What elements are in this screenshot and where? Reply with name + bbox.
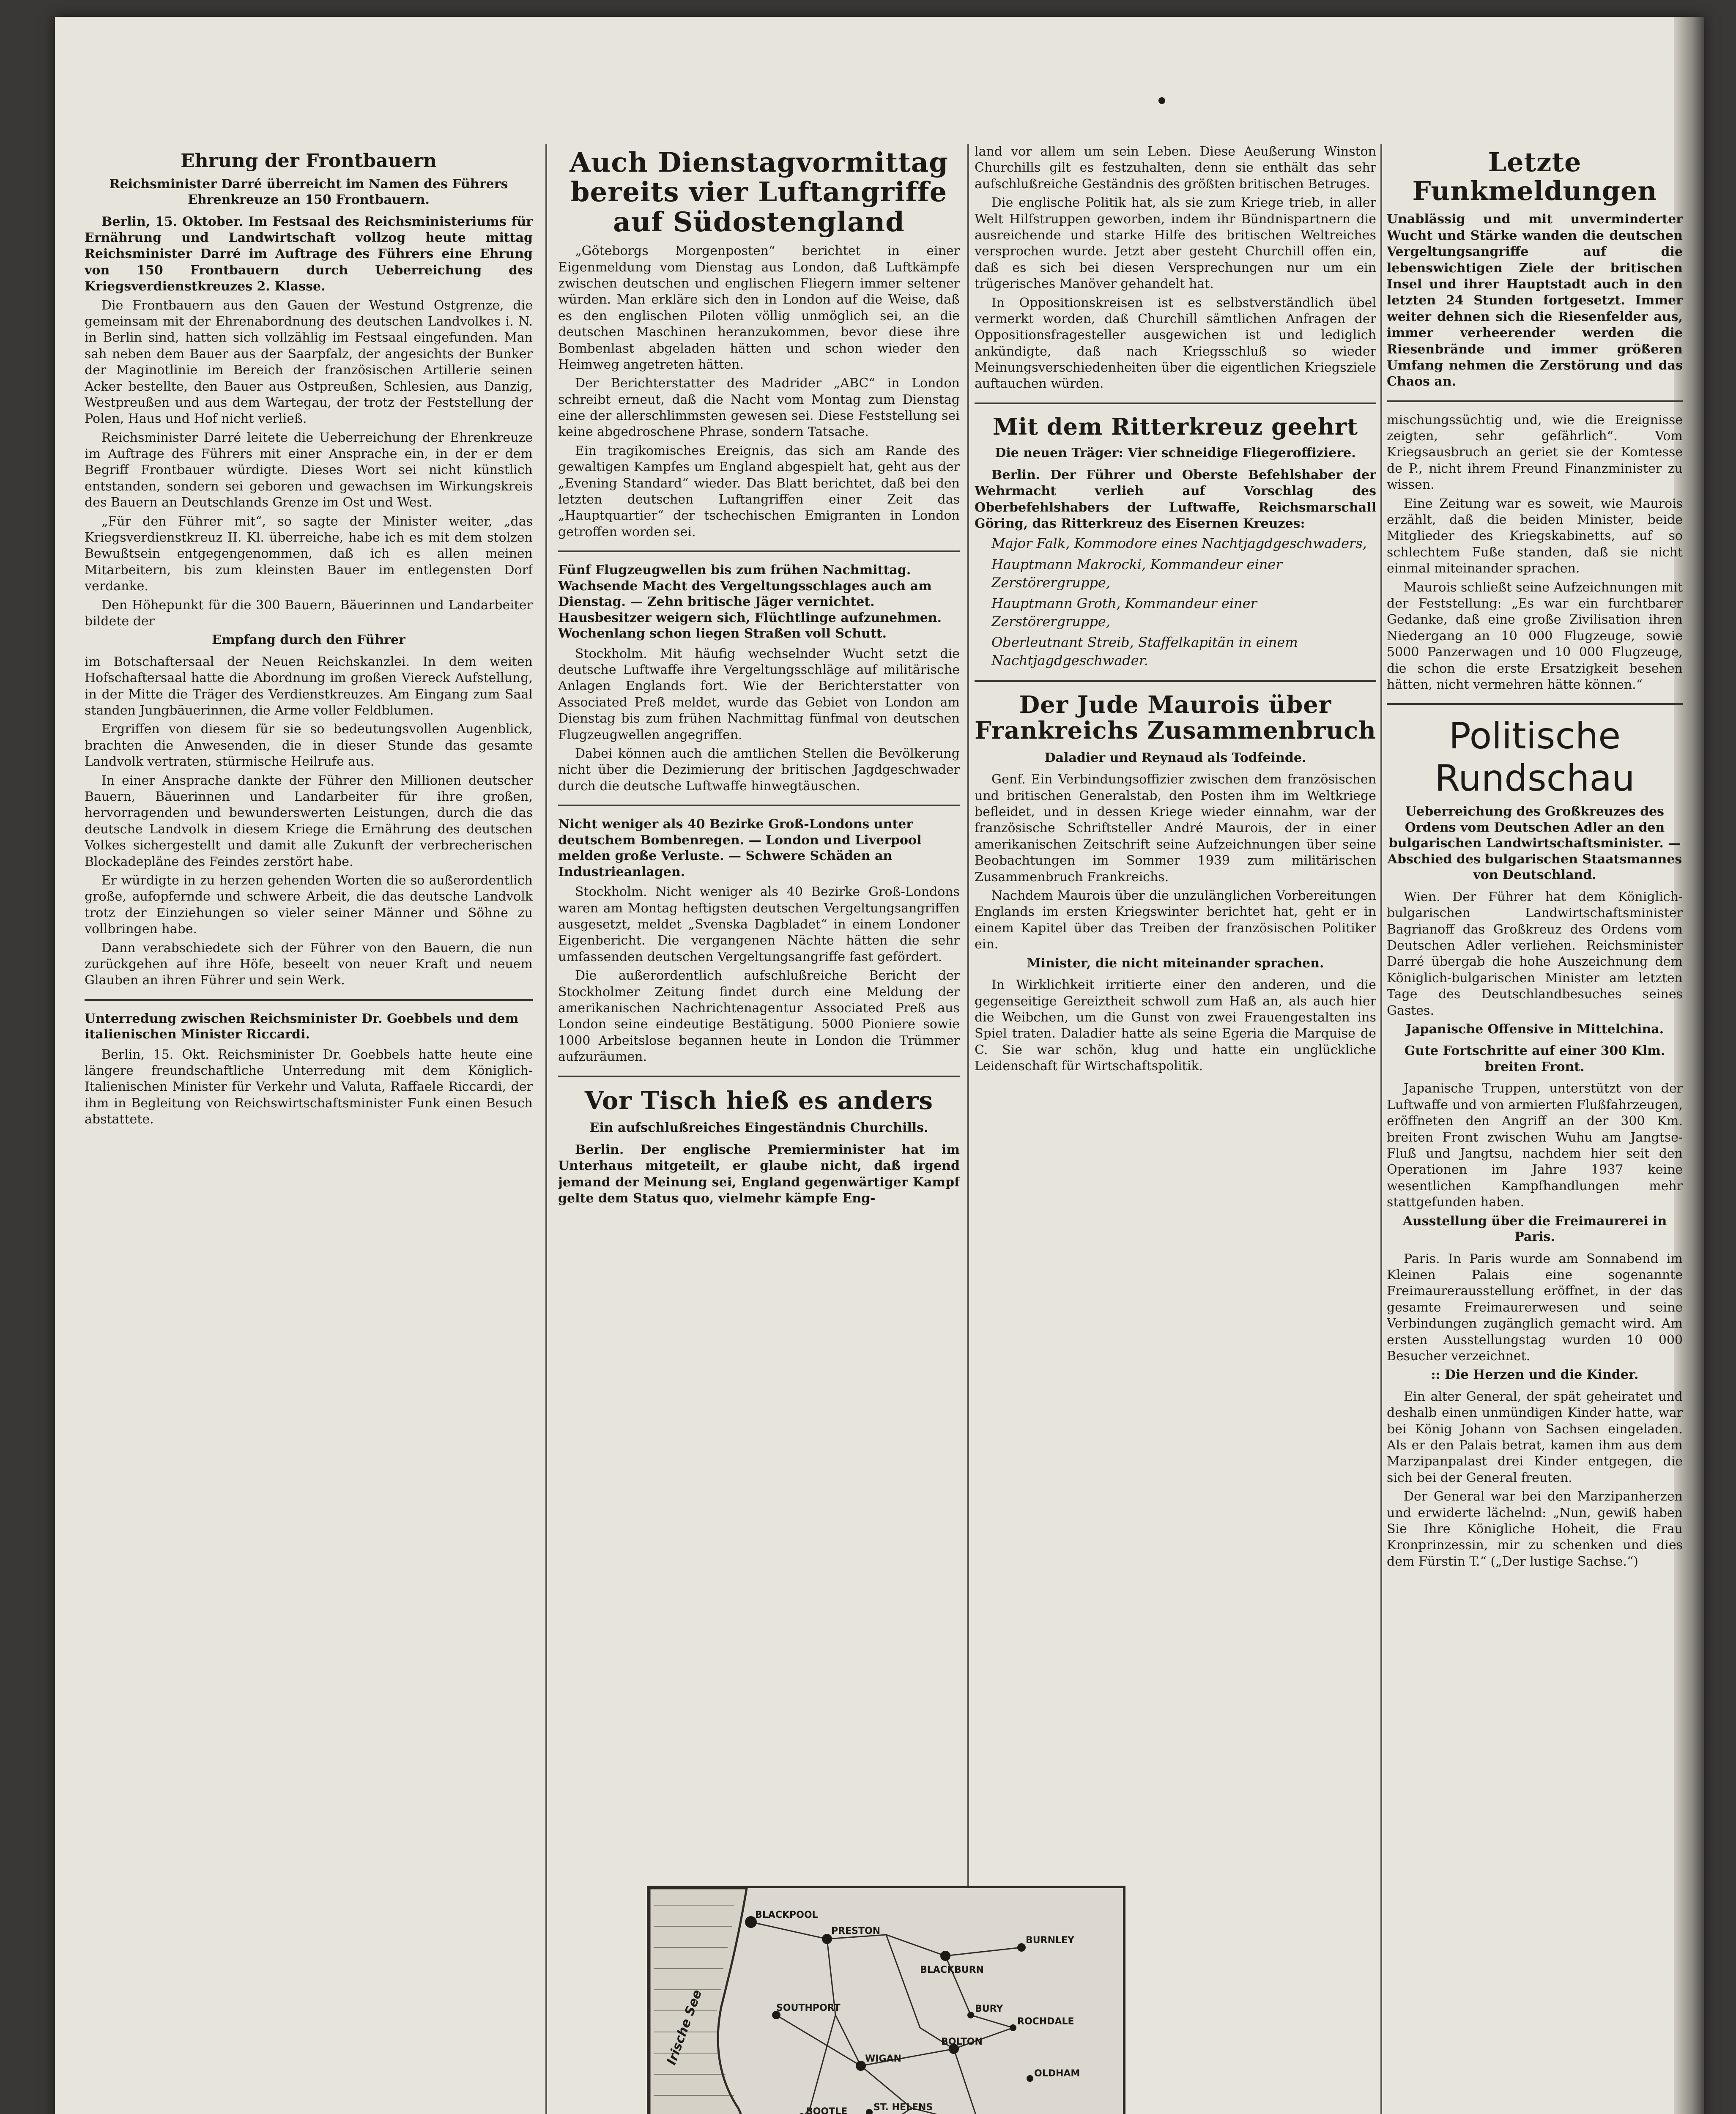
map-label: BOOTLE (806, 2106, 848, 2114)
award-list-item: Hauptmann Makrocki, Kommandeur einer Zerstörergruppe, (991, 556, 1282, 591)
award-list-item: Major Falk, Kommodore eines Nachtjagdgeschwaders, (991, 535, 1367, 552)
section-heading: Minister, die nicht miteinander sprachen. (1027, 956, 1324, 971)
article-paragraph: Berlin. Der Führer und Oberste Befehlshaber der Wehrmacht verlieh auf Vorschlag des Oberbefehlshabers der Luftwaffe, Reichsmarschall Göring, das Ritterkreuz des Eisernen Kreuzes: (975, 467, 1376, 531)
article-paragraph: Wien. Der Führer hat dem Königlich-bulgarischen Landwirtschaftsminister Bagrianoff das Großkreuz des Ordens vom Deutschen Adler verliehen. Reichsminister Darré übergab die hohe Auszeichnung dem Königlich-bulgarischen Minister am letzten Tage des Deutschlandbesuches seines Gastes. (1387, 889, 1683, 1018)
headline-funkmeldungen: Letzte Funkmeldungen (1412, 147, 1657, 207)
article-paragraph: Der Berichterstatter des Madrider „ABC“ in London schreibt erneut, daß die Nacht vom Montag zum Dienstag eine der allerschlimmsten gewesen sei. Diese Feststellung sei keine abgedroschene Phrase, sondern Tatsache. (558, 376, 960, 440)
article-paragraph: In Oppositionskreisen ist es selbstverständlich übel vermerkt worden, daß Churchill sämtlichen Anfragen der Oppositionsfragesteller ausgewichen ist und lediglich ankündigte, daß nach Kriegsschluß so wieder Meinungsverschiedenheiten über die eigentlichen Kriegsziele auftauchen würden. (975, 295, 1376, 392)
article-paragraph: Eine Zeitung war es soweit, wie Maurois erzählt, daß die beiden Minister, beide Mitglieder des Kriegskabinetts, auf so schlechtem Fuße standen, daß sie nicht einmal miteinander sprachen. (1387, 496, 1683, 576)
intro-paragraph: Unablässig und mit unverminderter Wucht und Stärke wanden die deutschen Vergeltungsangriffe auf die lebenswichtigen Ziele der britischen Insel und ihrer Hauptstadt auch in den letzten 24 Stunden fortgesetzt. Immer weiter dehnen sich die Riesenfelder aus, immer verheerender werden die Riesenbrände und immer größeren Umfang nehmen die Zerstörung und das Chaos an. (1387, 212, 1683, 389)
map-graphic (649, 1888, 1123, 2114)
column-1 (85, 144, 533, 2114)
article-paragraph: Dann verabschiedete sich der Führer von den Bauern, die nun zurückgehen auf ihre Höfe, beseelt von neuer Kraft und neuem Glauben an ihren Führer und sein Werk. (85, 940, 533, 988)
article-paragraph: „Göteborgs Morgenposten“ berichtet in einer Eigenmeldung vom Dienstag aus London, daß Luftkämpfe zwischen deutschen und englischen Fliegern immer seltener würden. Man erkläre sich den in London auf die Weise, daß es den englischen Piloten völlig unmöglich sei, an die deutschen Maschinen heranzukommen, bevor diese ihre Bombenlast abgeladen hätten und schon wieder den Heimweg angetreten hätten. (558, 244, 960, 372)
separator (1387, 703, 1683, 705)
headline-luftangriffe: Auch Dienstagvormittag bereits vier Luftangriffe auf Südostengland (570, 147, 948, 238)
map-label: BLACKPOOL (755, 1910, 818, 1920)
column-rule (1380, 144, 1382, 2114)
article-paragraph: „Für den Führer mit“, so sagte der Minister weiter, „das Kriegsverdienstkreuz II. Kl. überreiche, habe ich es mit dem stolzen Bewußtsein entgegengenommen, daß ich es allen meinen Mitarbeitern, bis zum kleinsten Bauer im entlegensten Dorf verdanke. (85, 514, 533, 594)
article-paragraph: mischungssüchtig und, wie die Ereignisse zeigten, sehr gefährlich“. Vom Kriegsausbruch an geriet sie der Komtesse de P., nicht ihrem Freund Finanzminister zu wissen. (1387, 412, 1683, 493)
column-3 (975, 144, 1376, 1903)
headline-ritterkreuz: Mit dem Ritterkreuz geehrt (992, 413, 1358, 440)
article-paragraph: Berlin. Der englische Premierminister hat im Unterhaus mitgeteilt, er glaube nicht, daß irgend jemand der Meinung sei, England gegenwärtiger Kampf gelte dem Status quo, vielmehr kämpfe Eng- (558, 1142, 960, 1206)
page-dot (1158, 97, 1165, 104)
award-list-item: Oberleutnant Streib, Staffelkapitän in einem Nachtjagdgeschwader. (991, 634, 1298, 669)
newspaper-page (55, 17, 1704, 2114)
map-label: BLACKBURN (920, 1965, 984, 1975)
article-paragraph: In Wirklichkeit irritierte einer den anderen, und die gegenseitige Gereiztheit schwoll zum Haß an, als auch hier die Weibchen, um die Gunst von zwei Frauengestalten ins Spiel traten. Daladier hatte als seine Egeria die Marquise de C. Sie war schön, klug und hatte ein unglückliche Leidenschaft für Wirtschaftspolitik. (975, 978, 1376, 1074)
article-paragraph: Stockholm. Mit häufig wechselnder Wucht setzt die deutsche Luftwaffe ihre Vergeltungsschläge auf militärische Anlagen Englands fort. Wie der Berichterstatter von Associated Preß meldet, wurde das Gebiet von London am Dienstag bis zum frühen Nachmittag fünfmal von deutschen Flugzeugwellen angegriffen. (558, 646, 960, 742)
map-label: WIGAN (865, 2054, 901, 2064)
section-heading: Empfang durch den Führer (212, 633, 405, 648)
article-lead: Berlin, 15. Oktober. Im Festsaal des Reichsministeriums für Ernährung und Landwirtschaft vollzog heute mittag Reichsminister Darré im Auftrage des Führers eine Ehrung von 150 Frontbauern durch Ueberreichung des Kriegsverdienstkreuzes 2. Klasse. (85, 214, 533, 294)
section-title-politische-rundschau: Politische Rundschau (1435, 715, 1635, 800)
map-label: BOLTON (941, 2037, 983, 2047)
separator (975, 680, 1376, 682)
separator (558, 805, 960, 806)
article-paragraph: Berlin, 15. Okt. Reichsminister Dr. Goebbels hatte heute eine längere freundschaftliche Unterredung mit dem Königlich-Italienischen Minister für Verkehr und Valuta, Raffaele Riccardi, der ihm in Begleitung von Reichswirtschaftsminister Funk einen Besuch abstattete. (85, 1047, 533, 1127)
article-paragraph: In einer Ansprache dankte der Führer den Millionen deutscher Bauern, Bäuerinnen und Landarbeiter für ihre großen, hervorragenden und bewunderswerten Leistungen, durch die das deutsche Landvolk in diesem Kriege die Ernährung des deutschen Volkes sichergestellt und damit alle Zukunft der verbrecherischen Blockadepläne des Feindes zerstört habe. (85, 773, 533, 869)
article-paragraph: Den Höhepunkt für die 300 Bauern, Bäuerinnen und Landarbeiter bildete der (85, 597, 533, 629)
article-paragraph: Maurois schließt seine Aufzeichnungen mit der Feststellung: „Es war ein furchtbarer Gedanke, daß eine große Zivilisation ihren Niedergang an 10 000 Flugzeuge, sowie 5000 Panzerwagen und 10 000 Flugzeuge, die schon die erste Ersatzigkeit besehen hätten, nicht vermehren hätte können.“ (1387, 580, 1683, 692)
article-paragraph: Ergriffen von diesem für sie so bedeutungsvollen Augenblick, brachten die Anwesenden, die in dieser Stunde das gesamte Landvolk vertraten, stürmische Heilrufe aus. (85, 722, 533, 769)
headline-vor-tisch: Vor Tisch hieß es anders (584, 1086, 934, 1115)
map-label: ROCHDALE (1017, 2016, 1074, 2027)
map-label: PRESTON (831, 1926, 881, 1936)
article-paragraph: Paris. In Paris wurde am Sonnabend im Kleinen Palais eine sogenannte Freimaurerausstellung eröffnet, in der das gesamte Freimaurerwesen und seine Verbindungen zugänglich gemacht wird. Am ersten Ausstellungstag wurden 10 000 Besucher verzeichnet. (1387, 1251, 1683, 1364)
award-list-item: Hauptmann Groth, Kommandeur einer Zerstörergruppe, (991, 595, 1257, 630)
article-paragraph: Die Frontbauern aus den Gauen der Westund Ostgrenze, die gemeinsam mit der Ehrenabordnung des deutschen Landvolkes i. N. in Berlin sind, hatten sich vollzählig im Festsaal eingefunden. Man sah neben dem Bauer aus der Saarpfalz, der angesichts der Bunker der Maginotlinie im Bereich der französischen Artillerie seinen Acker bestellte, den Bauer aus Ostpreußen, Schlesien, aus Danzig, Westpreußen und aus dem Wartegau, der trotz der Feststellung der Polen, Haus und Hof nicht verließ. (85, 298, 533, 427)
subhead-maurois: Daladier und Reynaud als Todfeinde. (1044, 750, 1306, 765)
article-paragraph: Die englische Politik hat, als sie zum Kriege trieb, in aller Welt Hilfstruppen geworben, indem ihr Bündnispartnern die ausreichende und starke Hilfe des britischen Weltreiches versprochen wurde. Jetzt aber gesteht Churchill offen ein, daß es sich bei diesen Versprechungen nur um ein trügerisches Manöver gehandelt hat. (975, 195, 1376, 292)
article-paragraph: Der General war bei den Marzipanherzen und erwiderte lächelnd: „Nun, gewiß haben Sie Ihre Königliche Hoheit, die Frau Kronprinzessin, mir zu schenken und dies dem Fürstin T.“ („Der lustige Sachse.“) (1387, 1489, 1683, 1569)
map-label: OLDHAM (1034, 2068, 1080, 2079)
article-paragraph: Genf. Ein Verbindungsoffizier zwischen dem französischen und britischen Generalstab, den Posten ihm im Weltkriege befleidet, und in dessen Kriege wieder einnahm, war der französische Schriftsteller André Maurois, der in einer amerikanischen Zeitschrift seine Aufzeichnungen über seine Beobachtungen im Sommer 1939 zum militärischen Zusammenbruch Frankreichs. (975, 772, 1376, 884)
map-sea-label: Irische See (664, 1988, 705, 2067)
box-heading: Nicht weniger als 40 Bezirke Groß-Londons unter deutschem Bombenregen. — London und Liverpool melden große Verluste. — Schwere Schäden an Industrieanlagen. (558, 817, 922, 879)
article-paragraph: Ein alter General, der spät geheiratet und deshalb einen unmündigen Kinder hatte, war bei König Johann von Sachsen eingeladen. Als er den Palais betrat, kamen ihm aus dem Marzipanpalast drei Kinder entgegen, die sich bei der General freuten. (1387, 1389, 1683, 1485)
headline-frontbauern: Ehrung der Frontbauern (181, 150, 437, 172)
article-paragraph: Reichsminister Darré leitete die Ueberreichung der Ehrenkreuze im Auftrage des Führers mit einer Ansprache ein, in der er dem Begriff Frontbauer würdigte. Dieses Wort sei nicht künstlich entstanden, sondern sei geboren und gewachsen im Wirkungskreis des Bauern an Deutschlands Grenze im Ost und West. (85, 430, 533, 510)
map-label: SOUTHPORT (776, 2003, 841, 2013)
map-label: BURNLEY (1026, 1935, 1074, 1946)
section-heading: Gute Fortschritte auf einer 300 Klm. breiten Front. (1404, 1043, 1665, 1074)
article-paragraph: land vor allem um sein Leben. Diese Aeußerung Winston Churchills gilt es festzuhalten, denn sie enthält das sehr aufschlußreiche Geständnis des größten britischen Betruges. (975, 144, 1376, 192)
separator (975, 403, 1376, 404)
separator (558, 1076, 960, 1077)
article-paragraph: Die außerordentlich aufschlußreiche Bericht der Stockholmer Zeitung findet durch eine Meldung der amerikanischen Nachrichtenagentur Associated Preß aus London seine eindeutige Bestätigung. 5000 Pioniere sowie 1000 Arbeitslose begannen heute in London die Trümmer aufzuräumen. (558, 968, 960, 1065)
article-paragraph: Ein tragikomisches Ereignis, das sich am Rande des gewaltigen Kampfes um England abgespielt hat, geht aus der „Evening Standard“ wieder. Das Blatt berichtet, daß bei den letzten deutschen Luftangriffen einer Zeit das „Hauptquartier“ der tschechischen Emigranten in London getroffen worden sei. (558, 443, 960, 539)
subhead-rundschau: Ueberreichung des Großkreuzes des Ordens vom Deutschen Adler an den bulgarischen Landwirtschaftsminister. — Abschied des bulgarischen Staatsmannes von Deutschland. (1387, 804, 1682, 883)
section-heading: Ausstellung über die Freimaurerei in Paris. (1402, 1213, 1667, 1245)
article-paragraph: im Botschaftersaal der Neuen Reichskanzlei. In dem weiten Hofschaftersaal hatte die Abordnung im großen Viereck Aufstellung, in der Mitte die Träger des Verdienstkreuzes. Am Eingang zum Saal standen Jungbäuerinnen, die Arme voller Feldblumen. (85, 654, 533, 718)
section-heading: Japanische Offensive in Mittelchina. (1405, 1021, 1664, 1037)
box-heading: Fünf Flugzeugwellen bis zum frühen Nachmittag. Wachsende Macht des Vergeltungsschlages auch am Dienstag. — Zehn britische Jäger vernichtet. Hausbesitzer weigern sich, Flüchtlinge aufzunehmen. Wochenlang schon liegen Straßen voll Schutt. (558, 563, 942, 641)
column-2 (558, 144, 960, 1903)
article-paragraph: Stockholm. Nicht weniger als 40 Bezirke Groß-Londons waren am Montag heftigsten deutschen Vergeltungsangriffen ausgesetzt, meldet „Svenska Dagbladet“ in einem Londoner Eigenbericht. Die vergangenen Nächte hätten die sehr umfassenden deutschen Vergeltungsangriffe fast gefördert. (558, 884, 960, 964)
subhead-ritterkreuz: Die neuen Träger: Vier schneidige Fliegeroffiziere. (995, 446, 1356, 461)
article-paragraph: Nachdem Maurois über die unzulänglichen Vorbereitungen Englands im ersten Kriegswinter berichtet hat, geht er in einem Kapitel über das Treiben der französischen Politiker ein. (975, 888, 1376, 952)
map-liverpool-manchester (647, 1886, 1125, 2114)
column-rule (967, 144, 969, 1903)
box-heading: Unterredung zwischen Reichsminister Dr. Goebbels und dem italienischen Minister Riccardi. (85, 1011, 519, 1042)
separator (558, 550, 960, 552)
subhead-vor-tisch: Ein aufschlußreiches Eingeständnis Churchills. (589, 1120, 928, 1136)
headline-maurois: Der Jude Maurois über Frankreichs Zusammenbruch (975, 690, 1376, 745)
separator (1387, 400, 1683, 402)
map-label: BURY (975, 2004, 1003, 2014)
section-heading: :: Die Herzen und die Kinder. (1431, 1367, 1639, 1383)
article-paragraph: Japanische Truppen, unterstützt von der Luftwaffe und von armierten Flußfahrzeugen, eröffneten den Angriff an der 300 Km. breiten Front zwischen Wuhu am Jangtse-Fluß und Jangtsu, nachdem hier seit den Operationen im Jahre 1937 keine wesentlichen Kampfhandlungen mehr stattgefunden haben. (1387, 1081, 1683, 1210)
article-paragraph: Dabei können auch die amtlichen Stellen die Bevölkerung nicht über die Dezimierung der britischen Jagdgeschwader durch die deutsche Luftwaffe hinwegtäuschen. (558, 746, 960, 794)
column-rule (545, 144, 547, 2114)
subhead-frontbauern: Reichsminister Darré überreicht im Namen des Führers Ehrenkreuze an 150 Frontbauern. (109, 176, 508, 208)
map-label: ST. HELENS (873, 2102, 933, 2113)
article-paragraph: Er würdigte in zu herzen gehenden Worten die so außerordentlich große, aufopfernde und schwere Arbeit, die das deutsche Landvolk trotz der Einziehungen so vieler seiner Männer und Söhne zu vollbringen habe. (85, 873, 533, 937)
separator (85, 999, 533, 1001)
column-4 (1387, 144, 1683, 2114)
